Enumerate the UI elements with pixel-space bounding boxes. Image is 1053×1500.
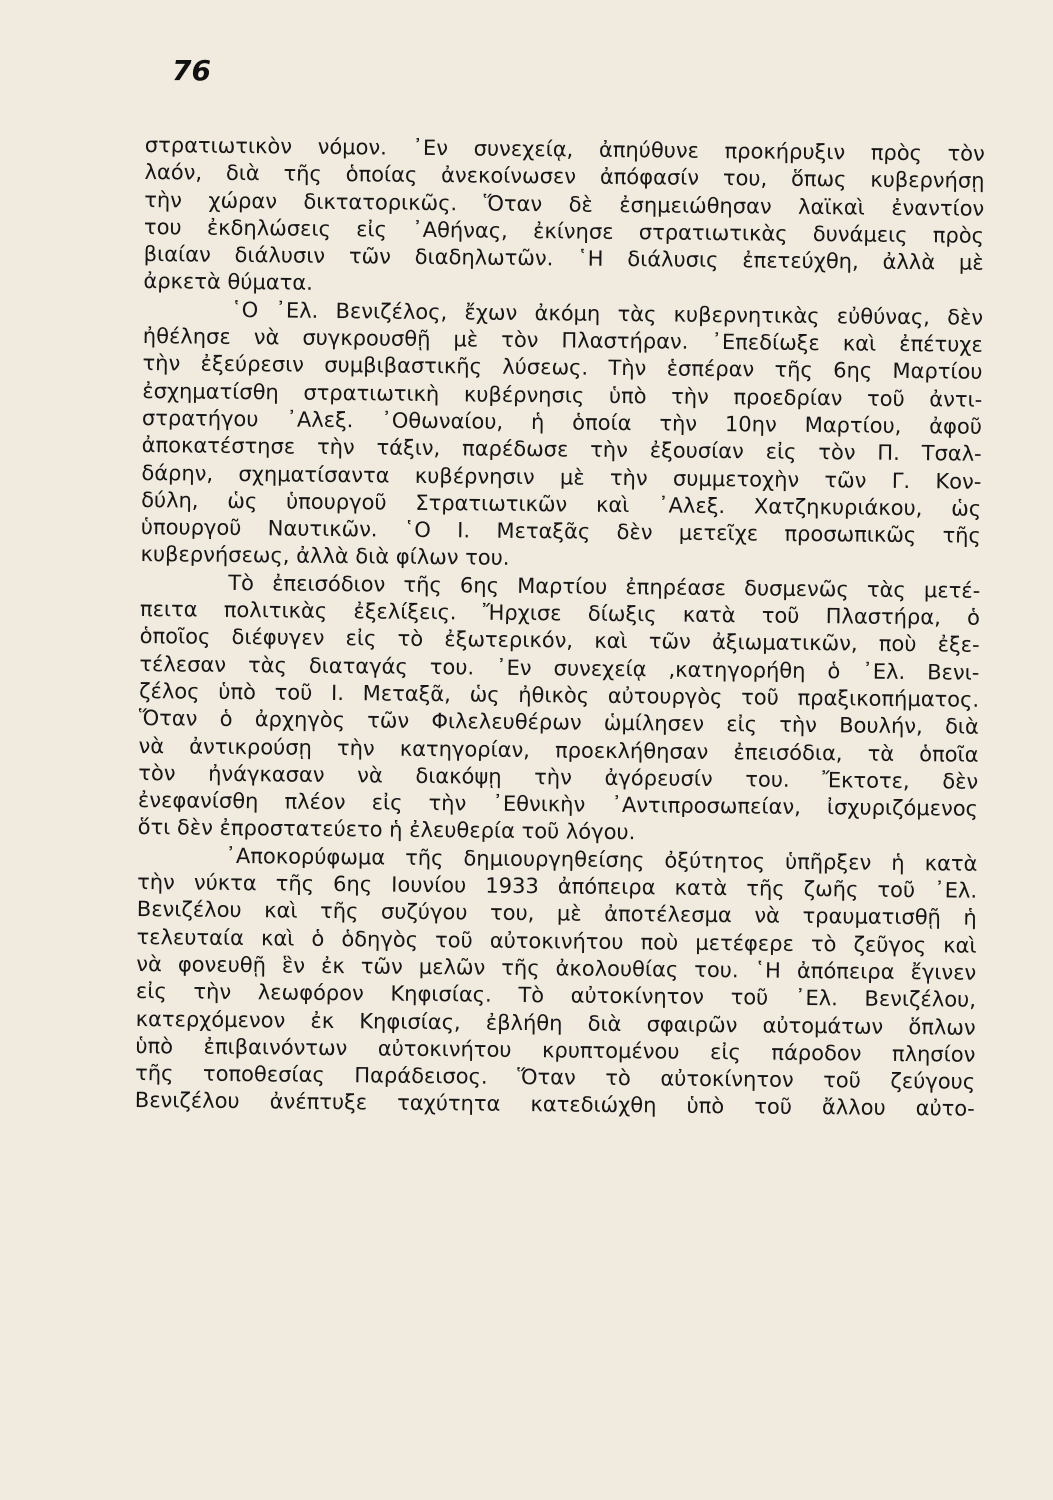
text-line: Τὸ ἐπεισόδιον τῆς 6ης Μαρτίου ἐπηρέασε δυσμενῶς τὰς μετέ- bbox=[228, 570, 981, 603]
text-line: νὰ φονευθῇ ἓν ἐκ τῶν μελῶν τῆς ἀκολουθίας του. ῾Η ἀπόπειρα ἔγινεν bbox=[136, 951, 977, 985]
text-line: ἐνεφανίσθη πλέον εἰς τὴν ᾿Εθνικὴν ᾿Αντιπροσωπείαν, ἰσχυριζόμενος bbox=[137, 788, 979, 821]
text-line: στρατιωτικὸν νόμον. ᾿Εν συνεχείᾳ, ἀπηύθυνε προκήρυξιν πρὸς τὸν bbox=[144, 132, 985, 166]
text-line: τὴν νύκτα τῆς 6ης Ιουνίου 1933 ἀπόπειρα κατὰ τῆς ζωῆς τοῦ ᾿Ελ. bbox=[137, 869, 978, 903]
body-text bbox=[135, 132, 985, 1123]
text-line: του ἐκδηλώσεις εἰς ᾿Αθήνας, ἐκίνησε στρατιωτικὰς δυνάμεις πρὸς bbox=[143, 214, 985, 248]
text-line: τελευταία καὶ ὁ ὁδηγὸς τοῦ αὐτοκινήτου ποὺ μετέφερε τὸ ζεῦγος καὶ bbox=[136, 924, 977, 958]
text-line: τὴν χώραν δικτατορικῶς. Ὅταν δὲ ἐσημειώθησαν λαϊκαὶ ἐναντίον bbox=[144, 187, 985, 221]
text-line: κυβερνήσεως, ἀλλὰ διὰ φίλων του. bbox=[140, 542, 510, 571]
text-line: Ὅταν ὁ ἀρχηγὸς τῶν Φιλελευθέρων ὡμίλησεν εἰς τὴν Βουλήν, διὰ bbox=[138, 706, 979, 739]
text-line: ὑπὸ ἐπιβαινόντων αὐτοκινήτου κρυπτομένου εἰς πάροδον πλησίον bbox=[135, 1033, 976, 1067]
text-line: βιαίαν διάλυσιν τῶν διαδηλωτῶν. ῾Η διάλυσις ἐπετεύχθη, ἀλλὰ μὲ bbox=[143, 242, 984, 275]
text-line: λαόν, διὰ τῆς ὁποίας ἀνεκοίνωσεν ἀπόφασίν του, ὅπως κυβερνήσῃ bbox=[144, 160, 985, 194]
text-line: νὰ ἀντικρούσῃ τὴν κατηγορίαν, προεκλήθησαν ἐπεισόδια, τὰ ὁποῖα bbox=[138, 733, 979, 767]
text-line: ὅτι δὲν ἐπροστατεύετο ἡ ἐλευθερία τοῦ λόγου. bbox=[137, 815, 636, 845]
text-line: Βενιζέλου καὶ τῆς συζύγου του, μὲ ἀποτέλεσμα νὰ τραυματισθῇ ἡ bbox=[136, 897, 977, 931]
text-line: ζέλος ὑπὸ τοῦ Ι. Μεταξᾶ, ὡς ἠθικὸς αὐτουργὸς τοῦ πραξικοπήματος. bbox=[139, 678, 980, 712]
page-number: 76 bbox=[172, 54, 211, 87]
text-line: ἀρκετὰ θύματα. bbox=[143, 269, 313, 296]
text-line: στρατήγου ᾿Αλεξ. ᾿Οθωναίου, ἡ ὁποία τὴν 10ην Μαρτίου, ἀφοῦ bbox=[141, 405, 983, 439]
text-line: εἰς τὴν λεωφόρον Κηφισίας. Τὸ αὐτοκίνητον τοῦ ᾿Ελ. Βενιζέλου, bbox=[135, 979, 977, 1012]
text-line: τῆς τοποθεσίας Παράδεισος. Ὅταν τὸ αὐτοκίνητον τοῦ ζεύγους bbox=[135, 1061, 976, 1094]
text-line: ᾿Αποκορύφωμα τῆς δημιουργηθείσης ὀξύτητος ὑπῆρξεν ἡ κατὰ bbox=[225, 843, 978, 876]
text-line: ὑπουργοῦ Ναυτικῶν. ῾Ο Ι. Μεταξᾶς δὲν μετεῖχε προσωπικῶς τῆς bbox=[140, 515, 981, 548]
text-line: τέλεσαν τὰς διαταγάς του. ᾿Εν συνεχείᾳ ,κατηγορήθη ὁ ᾿Ελ. Βενι- bbox=[139, 651, 980, 685]
text-line: δύλη, ὡς ὑπουργοῦ Στρατιωτικῶν καὶ ᾿Αλεξ. Χατζηκυριάκου, ὡς bbox=[141, 487, 982, 521]
text-line: ῾Ο ᾿Ελ. Βενιζέλος, ἔχων ἀκόμη τὰς κυβερνητικὰς εὐθύνας, δὲν bbox=[231, 297, 984, 330]
text-line: κατερχόμενον ἐκ Κηφισίας, ἐβλήθη διὰ σφαιρῶν αὐτομάτων ὅπλων bbox=[135, 1006, 976, 1040]
text-line: ὁποῖος διέφυγεν εἰς τὸ ἐξωτερικόν, καὶ τῶν ἀξιωματικῶν, ποὺ ἐξε- bbox=[139, 624, 980, 658]
text-line: Βενιζέλου ἀνέπτυξε ταχύτητα κατεδιώχθη ὑπὸ τοῦ ἄλλου αὐτο- bbox=[134, 1088, 975, 1122]
text-line: πειτα πολιτικὰς ἐξελίξεις. Ἤρχισε δίωξις κατὰ τοῦ Πλαστήρα, ὁ bbox=[139, 597, 981, 630]
text-line: τὸν ἠνάγκασαν νὰ διακόψῃ τὴν ἀγόρευσίν του. Ἔκτοτε, δὲν bbox=[138, 760, 979, 794]
text-line: ἀποκατέστησε τὴν τάξιν, παρέδωσε τὴν ἐξουσίαν εἰς τὸν Π. Τσαλ- bbox=[141, 433, 982, 467]
text-line: δάρην, σχηματίσαντα κυβέρνησιν μὲ τὴν συμμετοχὴν τῶν Γ. Κον- bbox=[141, 460, 982, 494]
text-line: ἠθέλησε νὰ συγκρουσθῇ μὲ τὸν Πλαστήραν. ᾿Επεδίωξε καὶ ἐπέτυχε bbox=[142, 324, 983, 357]
text-line: ἐσχηματίσθη στρατιωτικὴ κυβέρνησις ὑπὸ τὴν προεδρίαν τοῦ ἀντι- bbox=[142, 378, 983, 412]
text-line: τὴν ἐξεύρεσιν συμβιβαστικῆς λύσεως. Τὴν ἑσπέραν τῆς 6ης Μαρτίου bbox=[142, 351, 983, 385]
